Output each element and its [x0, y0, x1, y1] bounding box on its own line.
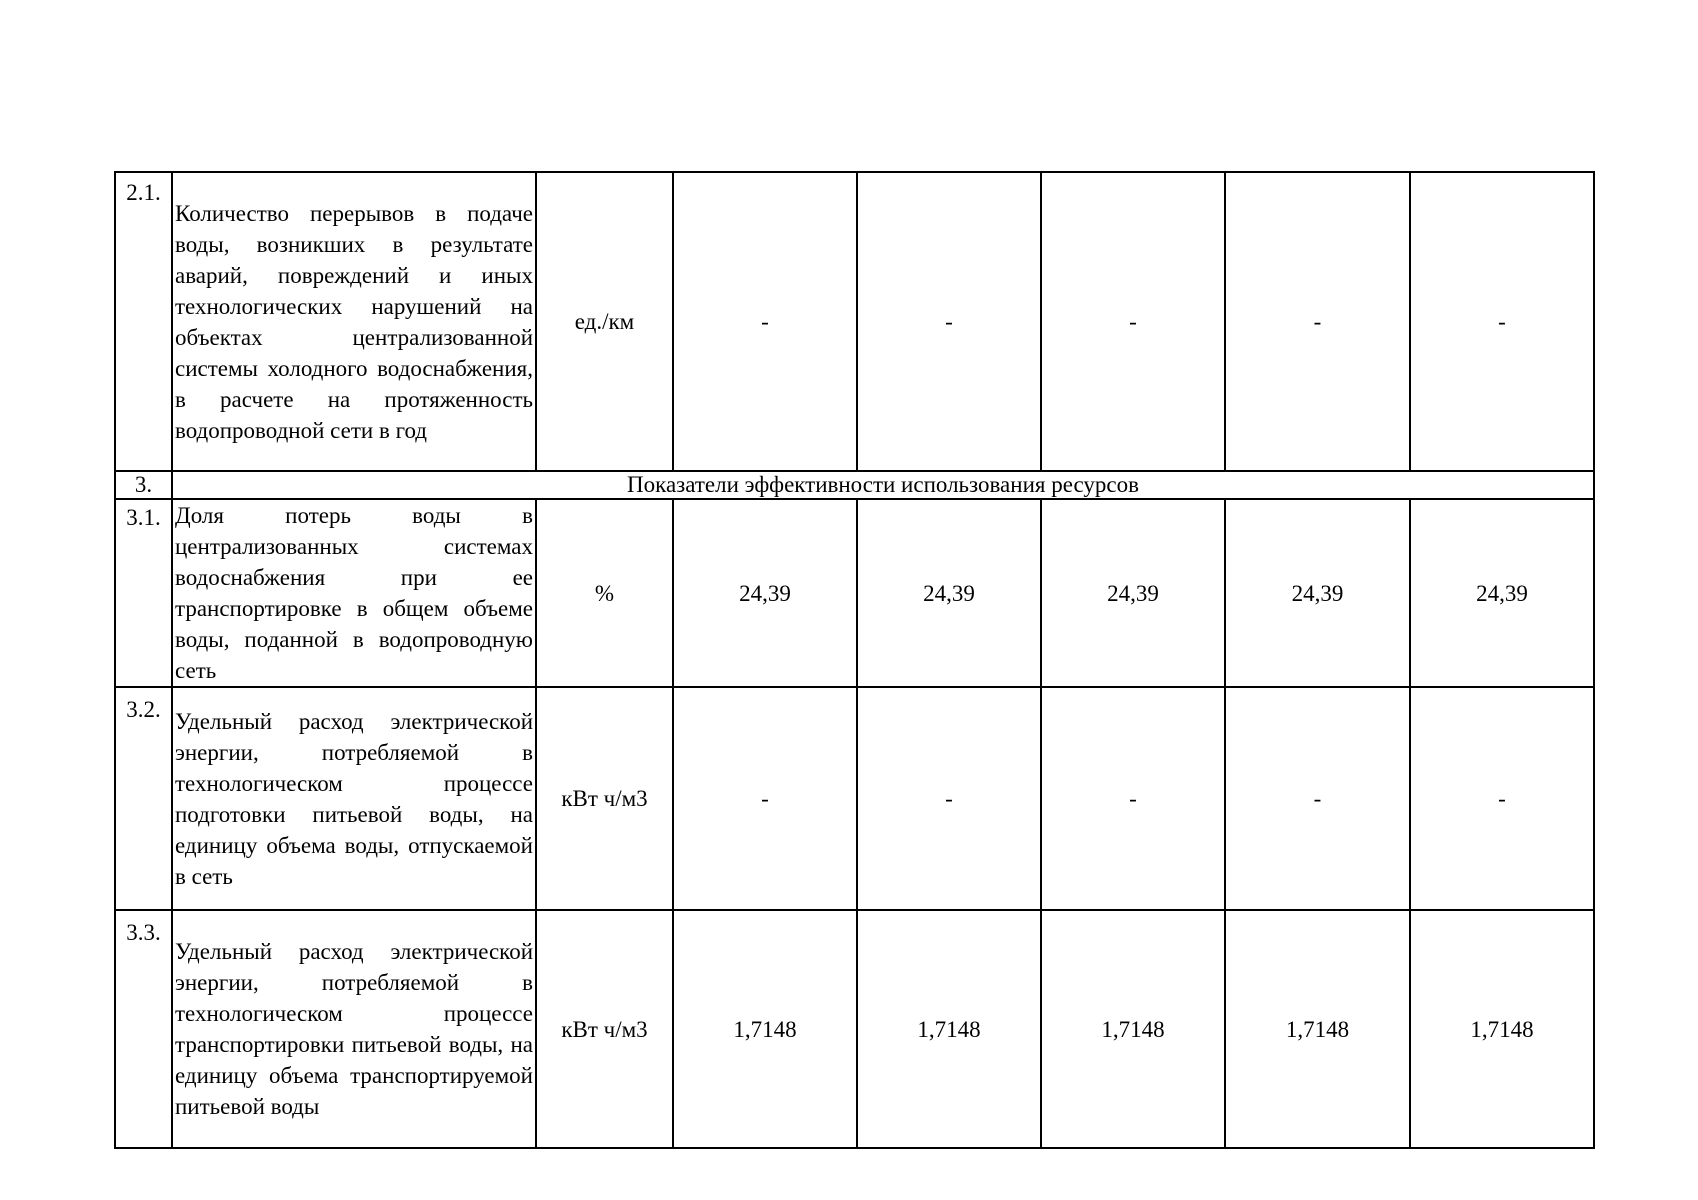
unit-cell: ед./км — [536, 172, 673, 471]
indicator-description: Доля потерь воды в централизованных системах водоснабжения при ее транспортировке в общем объеме воды, поданной в водопроводную сеть — [172, 499, 536, 687]
row-number: 3. — [115, 471, 172, 499]
unit-cell: кВт ч/м3 — [536, 910, 673, 1148]
row-number: 3.1. — [115, 499, 172, 687]
row-number: 2.1. — [115, 172, 172, 471]
table-row — [115, 172, 1594, 471]
value-cell: - — [1410, 172, 1594, 471]
table-row — [115, 499, 1594, 687]
value-cell: - — [1225, 172, 1410, 471]
value-cell: - — [1410, 687, 1594, 910]
value-cell: - — [673, 687, 857, 910]
section-row — [115, 471, 1594, 499]
value-cell: 1,7148 — [1410, 910, 1594, 1148]
value-cell: 1,7148 — [1225, 910, 1410, 1148]
value-cell: 24,39 — [673, 499, 857, 687]
section-title: Показатели эффективности использования ресурсов — [172, 471, 1594, 499]
value-cell: - — [1225, 687, 1410, 910]
row-number: 3.3. — [115, 910, 172, 1148]
value-cell: - — [1041, 172, 1225, 471]
value-cell: - — [673, 172, 857, 471]
value-cell: 24,39 — [857, 499, 1041, 687]
indicator-description: Количество перерывов в подаче воды, возникших в результате аварий, повреждений и иных технологических нарушений на объектах централизованной системы холодного водоснабжения, в расчете на протяженность водопроводной сети в год — [172, 172, 536, 471]
indicators-table — [114, 171, 1595, 1149]
value-cell: 1,7148 — [673, 910, 857, 1148]
unit-cell: кВт ч/м3 — [536, 687, 673, 910]
unit-cell: % — [536, 499, 673, 687]
value-cell: - — [1041, 687, 1225, 910]
value-cell: - — [857, 687, 1041, 910]
value-cell: 24,39 — [1410, 499, 1594, 687]
value-cell: 1,7148 — [1041, 910, 1225, 1148]
table-row — [115, 910, 1594, 1148]
value-cell: - — [857, 172, 1041, 471]
table-row — [115, 687, 1594, 910]
indicator-description: Удельный расход электрической энергии, потребляемой в технологическом процессе транспортировки питьевой воды, на единицу объема транспортируемой питьевой воды — [172, 910, 536, 1148]
value-cell: 24,39 — [1225, 499, 1410, 687]
value-cell: 1,7148 — [857, 910, 1041, 1148]
indicator-description: Удельный расход электрической энергии, потребляемой в технологическом процессе подготовки питьевой воды, на единицу объема воды, отпускаемой в сеть — [172, 687, 536, 910]
value-cell: 24,39 — [1041, 499, 1225, 687]
row-number: 3.2. — [115, 687, 172, 910]
